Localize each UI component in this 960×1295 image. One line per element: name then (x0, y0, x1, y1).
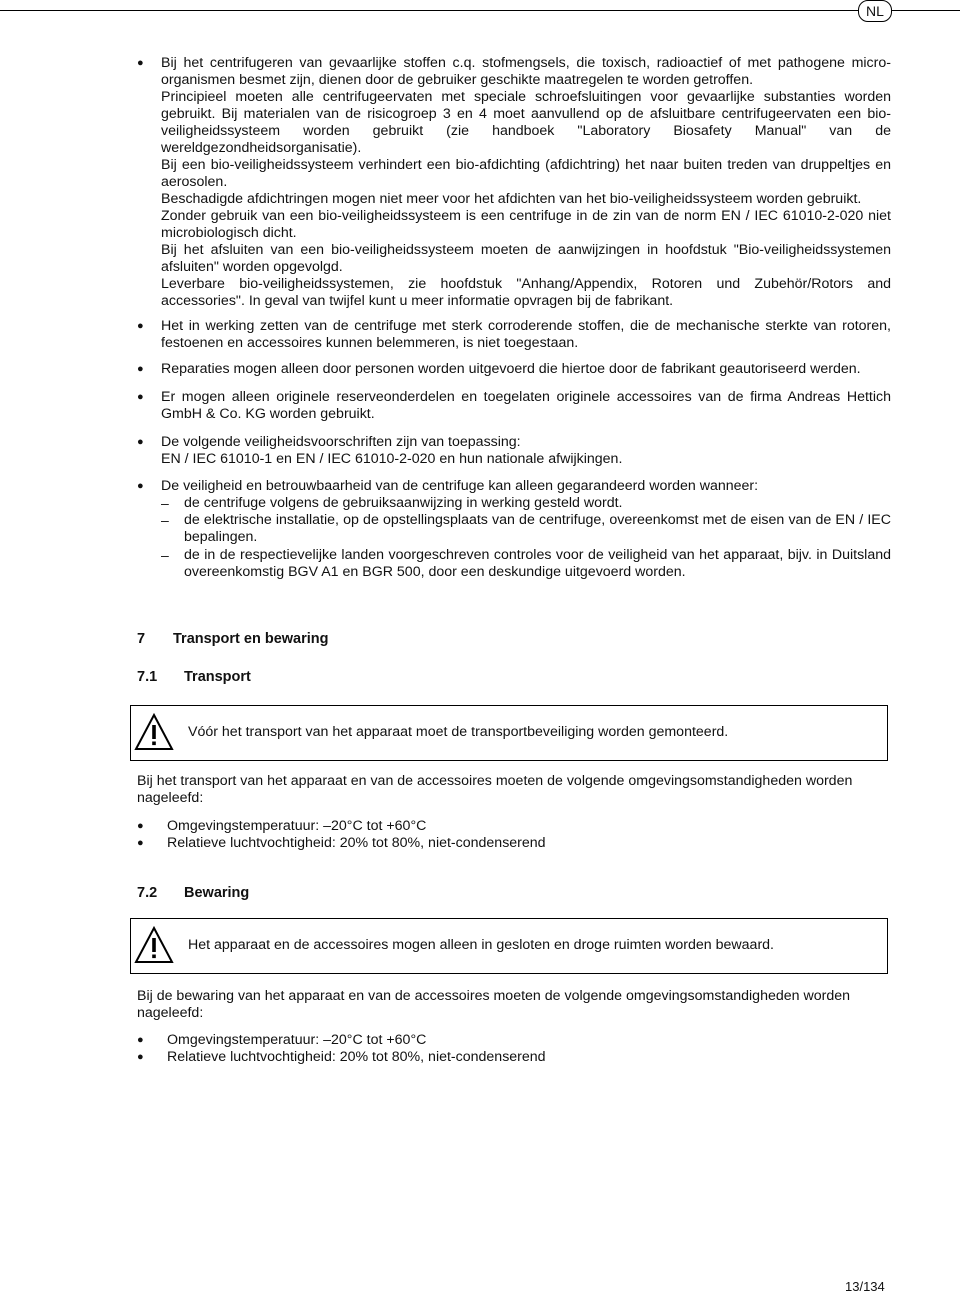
warning-icon (134, 713, 174, 751)
chapter-number: 7 (137, 631, 146, 647)
bullet-icon: ● (137, 436, 144, 448)
condition-item: Omgevingstemperatuur: –20°C tot +60°C (167, 1032, 427, 1048)
bullet-icon: ● (137, 837, 144, 849)
safety-paragraph: Zonder gebruik van een bio-veiligheidssysteem is een centrifuge in de zin van de norm EN / IEC 61010-2-020 niet microbiologisch dicht. (161, 208, 891, 241)
section-title: Transport (184, 669, 251, 685)
chapter-title: Transport en bewaring (173, 631, 329, 647)
warning-box (130, 918, 888, 974)
warning-icon (134, 926, 174, 964)
condition-item: Relatieve luchtvochtigheid: 20% tot 80%, niet-condenserend (167, 835, 546, 851)
bullet-icon: ● (137, 820, 144, 832)
dash-marker: – (161, 495, 169, 511)
safety-paragraph: De volgende veiligheidsvoorschriften zijn van toepassing: (161, 434, 521, 450)
condition-item: de in de respectievelijke landen voorgeschreven controles voor de veiligheid van het apparaat, bijv. in Duitsland overeenkomstig BGV A1 en BGR 500, door een deskundige uitgevoerd worden. (184, 547, 891, 580)
safety-paragraph: Er mogen alleen originele reserveonderdelen en toegelaten originele accessoires van de firma Andreas Hettich GmbH & Co. KG worden gebruikt. (161, 389, 891, 422)
section-number: 7.2 (137, 885, 158, 901)
conditions-intro: Bij de bewaring van het apparaat en van de accessoires moeten de volgende omgevingsomstandigheden worden nageleefd: (137, 988, 850, 1021)
dash-marker: – (161, 547, 169, 563)
bullet-icon: ● (137, 480, 144, 492)
dash-marker: – (161, 512, 169, 528)
bullet-icon: ● (137, 57, 144, 69)
bullet-icon: ● (137, 363, 144, 375)
section-title: Bewaring (184, 885, 250, 901)
bullet-icon: ● (137, 391, 144, 403)
bullet-icon: ● (137, 1051, 144, 1063)
safety-paragraph: EN / IEC 61010-1 en EN / IEC 61010-2-020 en hun nationale afwijkingen. (161, 451, 623, 467)
conditions-intro: Bij het transport van het apparaat en van de accessoires moeten de volgende omgevingsomstandigheden worden nageleefd: (137, 773, 853, 806)
safety-paragraph: Principieel moeten alle centrifugeervaten met speciale schroefsluitingen voor gevaarlijke substanties worden gebruikt. Bij materialen van de risicogroep 3 en 4 moet aanvullend op de afsluitbare centrifugeervaten een bio-veiligheidssysteem worden gebruikt (zie handboek "Laboratory Biosafety Manual" van de wereldgezondheidsorganisatie). (161, 89, 892, 156)
safety-paragraph: Beschadigde afdichtringen mogen niet meer voor het afdichten van het bio-veiligheidssysteem worden gebruikt. (161, 191, 862, 207)
page-number: 13/134 (845, 1279, 885, 1294)
condition-item: de elektrische installatie, op de opstellingsplaats van de centrifuge, overeenkomst met de eisen van de EN / IEC bepalingen. (184, 512, 891, 545)
safety-paragraph: De veiligheid en betrouwbaarheid van de centrifuge kan alleen gegarandeerd worden wanneer: (161, 478, 759, 494)
header-rule (0, 10, 960, 11)
condition-item: Relatieve luchtvochtigheid: 20% tot 80%, niet-condenserend (167, 1049, 546, 1065)
warning-text: Het apparaat en de accessoires mogen alleen in gesloten en droge ruimten worden bewaard. (188, 937, 774, 953)
condition-item: de centrifuge volgens de gebruiksaanwijzing in werking gesteld wordt. (184, 495, 623, 511)
safety-paragraph: Reparaties mogen alleen door personen worden uitgevoerd die hiertoe door de fabrikant geautoriseerd werden. (161, 361, 861, 377)
safety-paragraph: Bij een bio-veiligheidssysteem verhindert een bio-afdichting (afdichtring) het naar buiten treden van druppeltjes en aerosolen. (161, 157, 891, 190)
safety-paragraph: Leverbare bio-veiligheidssystemen, zie hoofdstuk "Anhang/Appendix, Rotoren und Zubehör/Rotors and accessories". In geval van twijfel kunt u meer informatie opvragen bij de fabrikant. (161, 276, 891, 309)
warning-box (130, 705, 888, 761)
safety-paragraph: Bij het afsluiten van een bio-veiligheidssysteem moeten de aanwijzingen in hoofdstuk "Bio-veiligheidssystemen afsluiten" worden opgevolgd. (161, 242, 891, 275)
language-badge: NL (858, 0, 892, 22)
safety-paragraph: Het in werking zetten van de centrifuge met sterk corroderende stoffen, die de mechanische sterkte van rotoren, festoenen en accessoires kunnen belemmeren, is niet toegestaan. (161, 318, 891, 351)
bullet-icon: ● (137, 320, 144, 332)
bullet-icon: ● (137, 1034, 144, 1046)
warning-text: Vóór het transport van het apparaat moet de transportbeveiliging worden gemonteerd. (188, 724, 729, 740)
safety-paragraph: Bij het centrifugeren van gevaarlijke stoffen c.q. stofmengsels, die toxisch, radioactief of met pathogene micro-organismen besmet zijn, dienen door de gebruiker geschikte maatregelen te worden getroffen. (161, 55, 891, 88)
condition-item: Omgevingstemperatuur: –20°C tot +60°C (167, 818, 427, 834)
section-number: 7.1 (137, 669, 158, 685)
